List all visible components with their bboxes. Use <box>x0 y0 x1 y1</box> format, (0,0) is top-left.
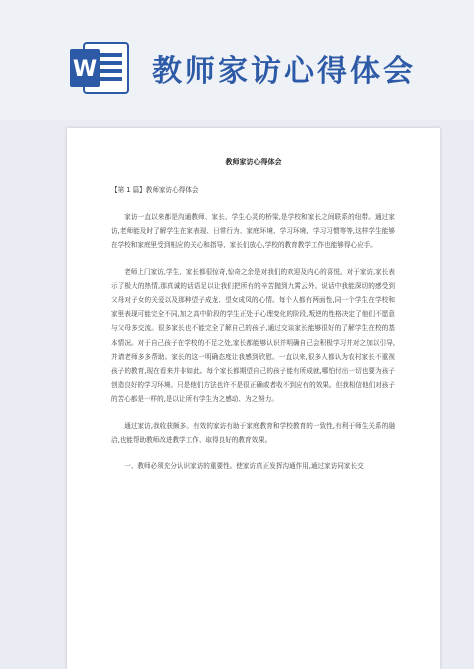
word-document-icon <box>68 40 130 96</box>
header-banner <box>0 0 474 120</box>
paragraph: 通过家访,我收获颇多。有效的家访有助于家庭教育和学校教育的一致性,有利于师生关系的融洽,也能帮助教师改进教学工作、取得良好的教育效果。 <box>111 421 395 444</box>
paragraph: 一、教师必须充分认识家访的重要性。使家访真正发挥沟通作用,通过家访同家长交 <box>124 462 364 471</box>
svg-text:W: W <box>72 57 98 82</box>
paragraph: 家访一直以来都是沟通教师、家长、学生心灵的桥梁,是学校和家长之间联系的纽带。通过家访,老师能及时了解学生在家表现、日常行为、家庭环境、学习环境、学习习惯等等,这样学生能够在学校和家庭里受到相应的关心和指导、家长们放心,学校的教育教学工作也能够得心应手。 <box>111 213 395 250</box>
document-heading: 教师家访心得体会 <box>152 54 416 89</box>
paragraph: 老师上门家访,学生、家长都很惊奇,惊奇之余是对我们的欢迎及内心的喜悦。对于家访,家长表示了极大的热情,那真诚的话语足以让我们把所有的辛苦抛到九霄云外。说话中我能深切的感受到父母对子女的关爱以及那种望子成龙、望女成凤的心情。每个人都有两面性,同一个学生在学校和家里表现可能完全不同,加之高中阶段的学生正处于心理变化的阶段,叛逆的性格决定了他们不愿意与父母多交流。很多家长也不能完全了解自己的孩子,通过交谈家长能够很好的了解学生在校的基本情况。对于自己孩子在学校的不足之处,家长都能够认识并明确自己会积极学习并对之加以引导,并请老师多多帮助。家长的这一明确态度让我感到欣慰。一直以来,很多人都认为农村家长不重视孩子的教育,现在看来并非如此。每个家长都期望自己的孩子能有所成就,哪怕付出一切也要为孩子创造良好的学习环境。只是他们方法也许不是很正确或者收不到应有的效果。但我相信他们对孩子的苦心都是一样的,是以让所有学生为之感动、为之努力。 <box>111 267 395 404</box>
section-label: 【第 1 篇】教师家访心得体会 <box>111 186 199 194</box>
document-body <box>111 210 395 485</box>
document-title: 教师家访心得体会 <box>225 158 282 166</box>
document-page <box>67 128 440 669</box>
